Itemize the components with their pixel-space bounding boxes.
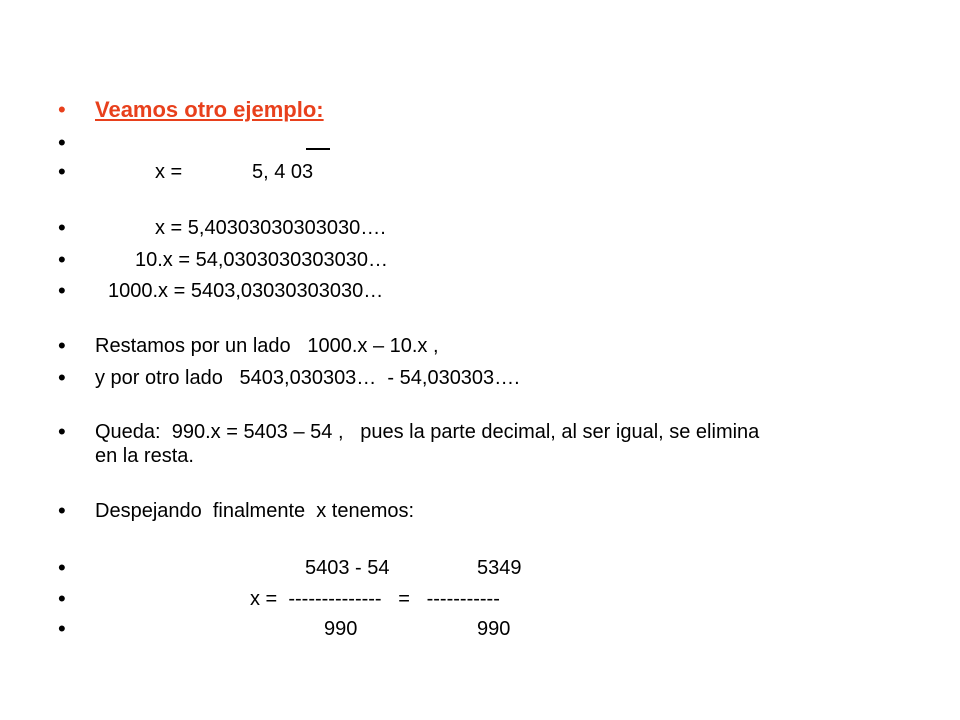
fraction-bar-line: x = -------------- = ----------- — [250, 588, 500, 610]
slide-title: Veamos otro ejemplo: — [95, 97, 324, 122]
otro-lado-line: y por otro lado 5403,030303… - 54,030303…. — [95, 367, 520, 389]
bullet: • — [58, 215, 66, 240]
despejando-line: Despejando finalmente x tenemos: — [95, 500, 415, 522]
queda-line-continued: en la resta. — [95, 445, 194, 467]
fraction-denominator-left: 990 — [324, 618, 358, 640]
bullet: • — [58, 247, 66, 272]
bullet: • — [58, 498, 66, 523]
x-expansion: x = 5,40303030303030…. — [155, 217, 386, 239]
bullet: • — [58, 278, 66, 303]
bullet: • — [58, 586, 66, 611]
bullet: • — [58, 333, 66, 358]
fraction-numerator-left: 5403 - 54 — [305, 557, 390, 579]
bullet: • — [58, 616, 66, 641]
bullet: • — [58, 555, 66, 580]
bullet: • — [58, 97, 66, 122]
x-definition-rhs: 5, 4 03 — [252, 161, 314, 183]
x-definition-lhs: x = — [155, 161, 183, 183]
fraction-numerator-right: 5349 — [477, 557, 522, 579]
queda-line: Queda: 990.x = 5403 – 54 , pues la parte decimal, al ser igual, se elimina — [95, 421, 760, 443]
bullet: • — [58, 159, 66, 184]
ten-x-line: 10.x = 54,0303030303030… — [135, 249, 388, 271]
repeating-decimal-bar — [306, 148, 330, 150]
fraction-denominator-right: 990 — [477, 618, 511, 640]
bullet: • — [58, 419, 66, 444]
thousand-x-line: 1000.x = 5403,03030303030… — [108, 280, 384, 302]
bullet: • — [58, 365, 66, 390]
bullet: • — [58, 130, 66, 155]
restamos-line: Restamos por un lado 1000.x – 10.x , — [95, 335, 439, 357]
